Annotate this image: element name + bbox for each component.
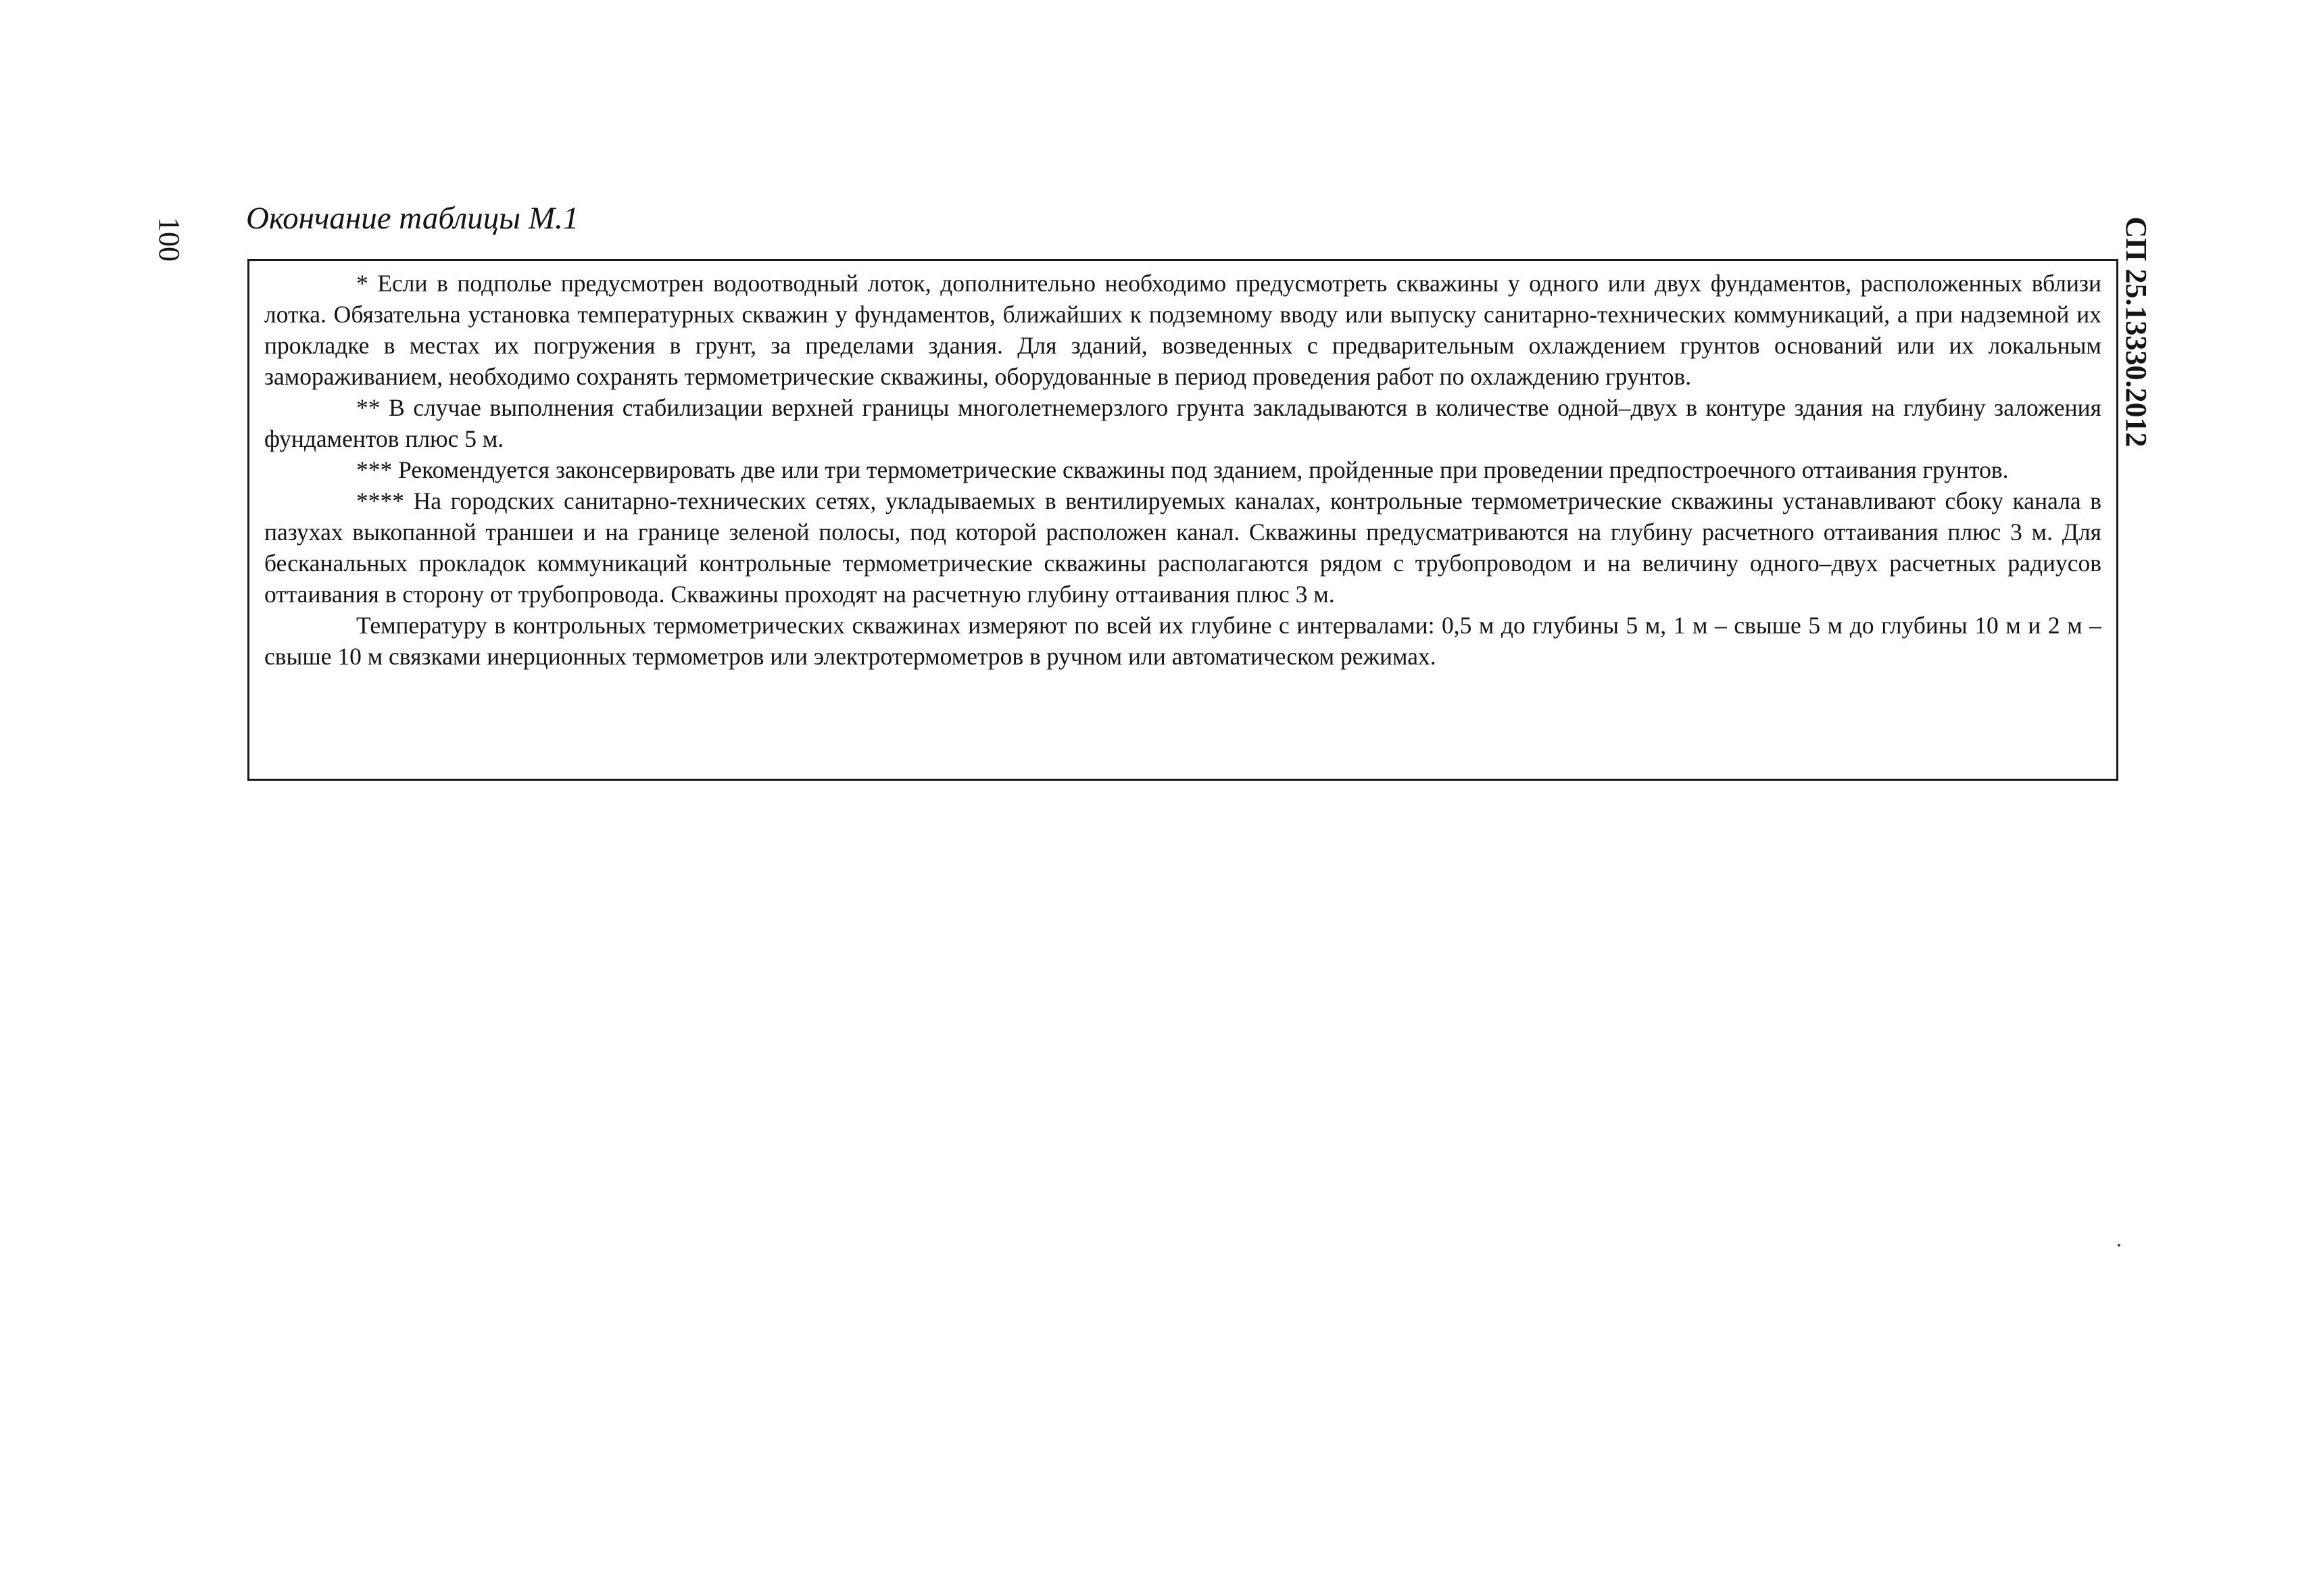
note-double-asterisk: ** В случае выполнения стабилизации верхней границы многолетнемерзлого грунта закладываются в количестве одной–двух в контуре здания на глубину заложения фундаментов плюс 5 м. xyxy=(264,394,2101,452)
table-notes-box xyxy=(247,259,2118,781)
note-triple-asterisk: *** Рекомендуется законсервировать две или три термометрические скважины под зданием, пройденные при проведении предпостроечного оттаивания грунтов. xyxy=(356,456,2009,483)
table-caption: Окончание таблицы М.1 xyxy=(246,201,579,236)
note-temperature-measurement: Температуру в контрольных термометрических скважинах измеряют по всей их глубине с интервалами: 0,5 м до глубины 5 м, 1 м – свыше 5 м до глубины 10 м и 2 м – свыше 10 м связками инерционных термометров или электротермометров в ручном или автоматическом режимах. xyxy=(264,612,2101,670)
note-quadruple-asterisk: **** На городских санитарно-технических сетях, укладываемых в вентилируемых каналах, контрольные термометрические скважины устанавливают сбоку канала в пазухах выкопанной траншеи и на границе зеленой полосы, под которой расположен канал. Скважины предусматриваются на глубину расчетного оттаивания плюс 3 м. Для бесканальных прокладок коммуникаций контрольные термометрические скважины располагаются рядом с трубопроводом и на величину одного–двух расчетных радиусов оттаивания в сторону от трубопровода. Скважины проходят на расчетную глубину оттаивания плюс 3 м. xyxy=(264,487,2101,608)
scan-dot xyxy=(2118,1244,2120,1247)
page-number: 100 xyxy=(153,217,186,262)
note-single-asterisk: * Если в подполье предусмотрен водоотводный лоток, дополнительно необходимо предусмотреть скважины у одного или двух фундаментов, расположенных вблизи лотка. Обязательна установка температурных скважин у фундаментов, ближайших к подземному вводу или выпуску санитарно-технических коммуникаций, а при надземной их прокладке в местах их погружения в грунт, за пределами здания. Для зданий, возведенных с предварительным охлаждением грунтов оснований или их локальным замораживанием, необходимо сохранять термометрические скважины, оборудованные в период проведения работ по охлаждению грунтов. xyxy=(264,270,2101,390)
document-code: СП 25.13330.2012 xyxy=(2120,216,2153,448)
